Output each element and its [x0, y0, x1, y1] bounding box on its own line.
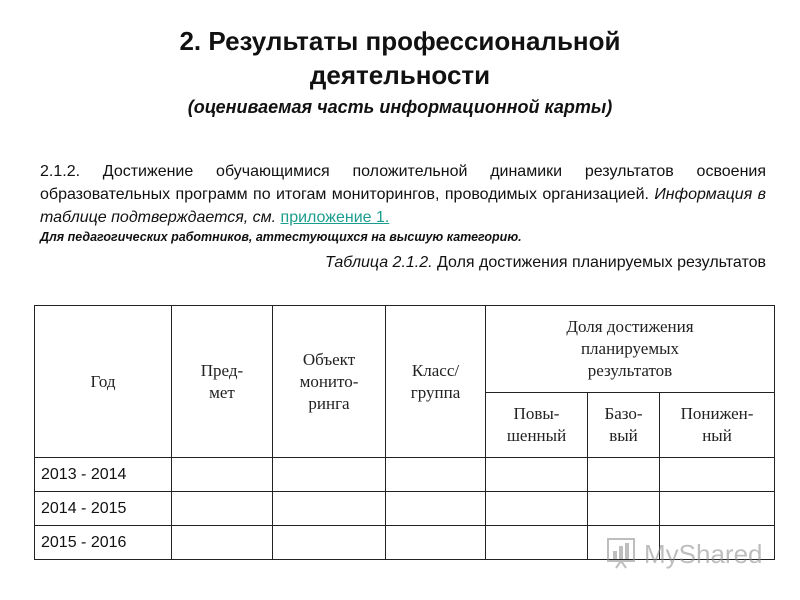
table-cell	[486, 492, 588, 526]
title-line-2: деятельности	[309, 60, 491, 90]
table-cell	[386, 492, 486, 526]
table-cell	[660, 458, 775, 492]
table-cell	[660, 492, 775, 526]
year-cell: 2013 - 2014	[35, 458, 172, 492]
watermark	[606, 536, 776, 572]
category-note: Для педагогических работников, аттестующихся на высшую категорию.	[40, 230, 522, 244]
table-cell	[273, 526, 386, 560]
header-monitoring-object: Объект монито- ринга	[273, 306, 386, 458]
description-text: 2.1.2. Достижение обучающимися положительной динамики результатов освоения образовательных программ по итогам мониторингов, проводимых организацией.	[40, 163, 766, 203]
year-cell: 2014 - 2015	[35, 492, 172, 526]
table-cell	[273, 458, 386, 492]
table-cell	[172, 492, 273, 526]
watermark-text: MyShared	[644, 538, 763, 569]
header-year: Год	[35, 306, 172, 458]
year-cell: 2015 - 2016	[35, 526, 172, 560]
table-caption	[325, 252, 766, 274]
header-subject: Пред- мет	[172, 306, 273, 458]
table-cell	[386, 526, 486, 560]
watermark-chart-icon	[606, 535, 640, 574]
page-title	[0, 24, 800, 92]
header-level-base: Базо- вый	[588, 393, 660, 458]
table-cell	[588, 492, 660, 526]
table-caption-label: Таблица 2.1.2.	[324, 254, 433, 271]
header-level-high: Повы- шенный	[486, 393, 588, 458]
table-cell	[273, 492, 386, 526]
table-row	[35, 492, 775, 526]
table-cell	[172, 458, 273, 492]
confirmation-text: Информация в таблице подтверждается, см.	[40, 186, 766, 226]
table-cell	[386, 458, 486, 492]
header-class-group: Класс/ группа	[386, 306, 486, 458]
table-cell	[486, 526, 588, 560]
table-cell	[172, 526, 273, 560]
table-caption-text: Доля достижения планируемых результатов	[437, 254, 766, 271]
appendix-link[interactable]: приложение 1.	[280, 209, 390, 226]
page-subtitle: (оцениваемая часть информационной карты)	[187, 97, 613, 117]
results-table	[34, 305, 775, 560]
table-cell	[588, 458, 660, 492]
table-row	[35, 458, 775, 492]
header-achievement-share: Доля достижения планируемых результатов	[486, 306, 775, 393]
title-line-1: 2. Результаты профессиональной	[179, 26, 621, 56]
header-level-low: Понижен- ный	[660, 393, 775, 458]
table-cell	[486, 458, 588, 492]
description-paragraph	[40, 160, 766, 245]
